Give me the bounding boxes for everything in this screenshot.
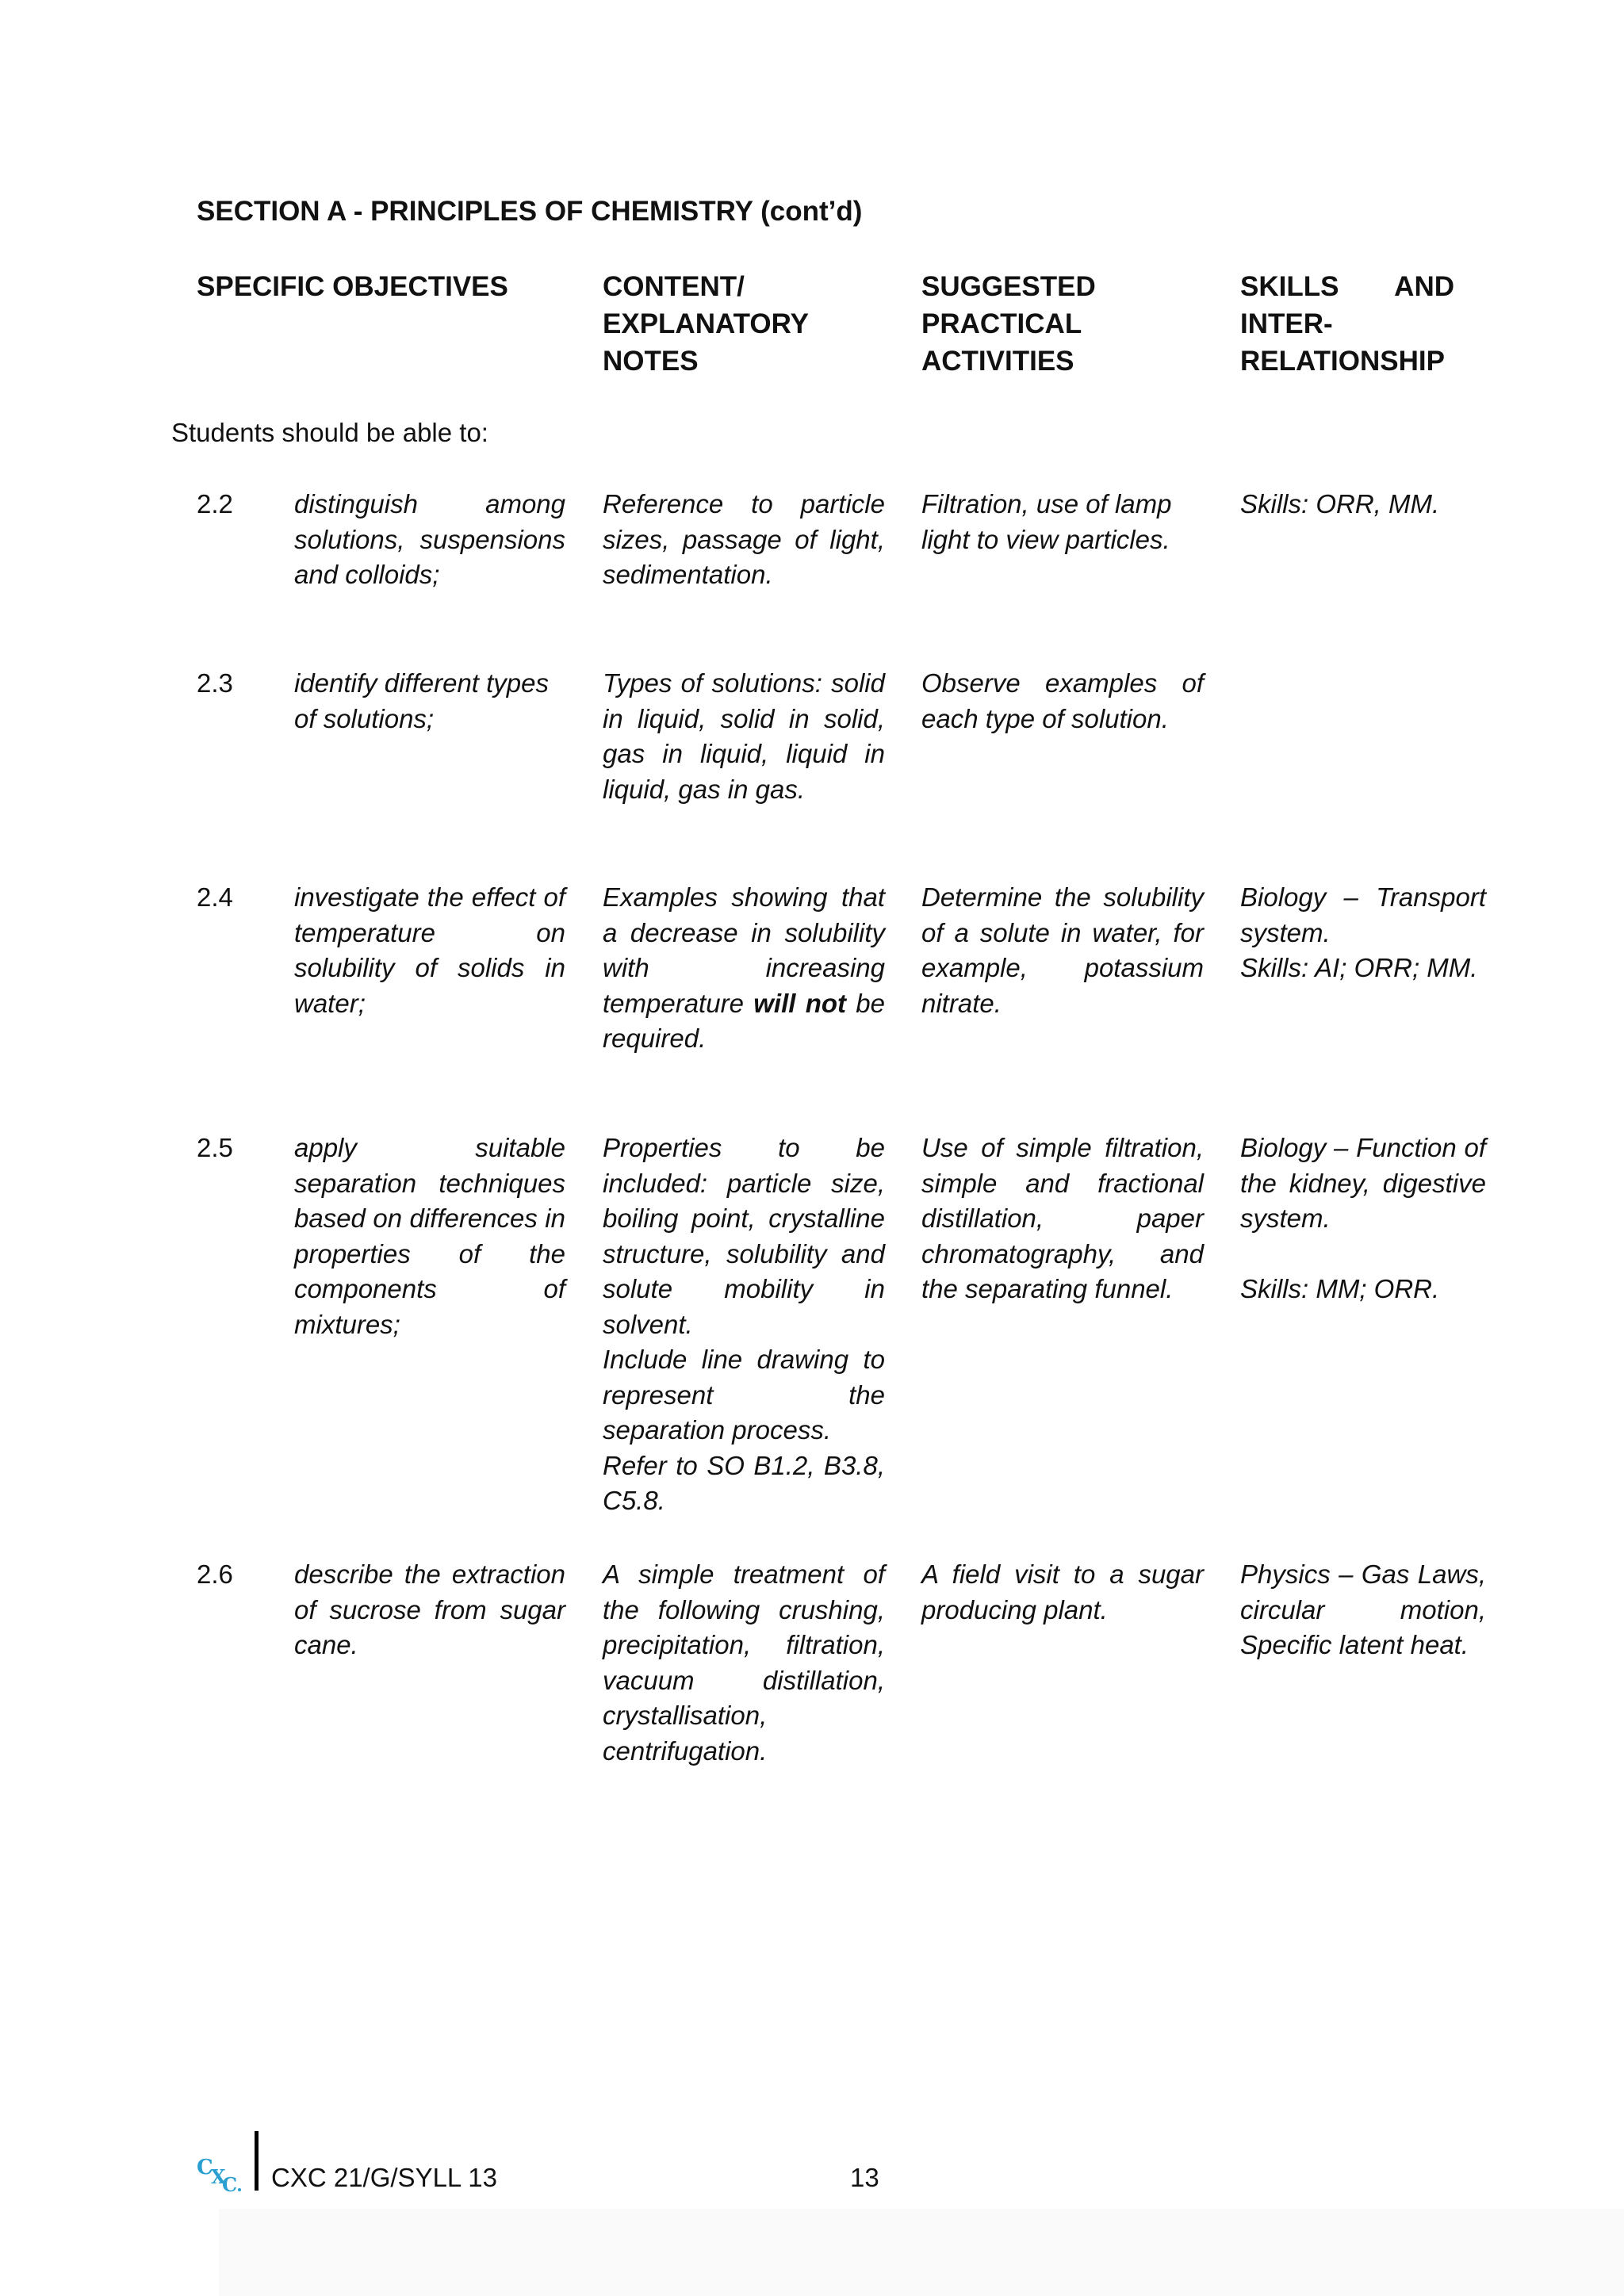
cxc-logo-icon bbox=[195, 2152, 243, 2195]
skills-list: Skills: AI; ORR; MM. bbox=[1240, 953, 1478, 982]
objective-text: identify different types of solutions; bbox=[294, 668, 550, 733]
header-content-line2: EXPLANATORY bbox=[603, 308, 809, 339]
practical-activities: Observe examples of each type of solution. bbox=[921, 668, 1204, 733]
header-practical-activities bbox=[921, 268, 1223, 380]
practical-activities: Use of simple filtration, simple and fractional distillation, paper chromatography, and the separating funnel. bbox=[921, 1133, 1204, 1303]
objective-number: 2.4 bbox=[197, 882, 233, 912]
practical-activities: A field visit to a sugar producing plant. bbox=[921, 1559, 1204, 1624]
header-content-notes bbox=[603, 268, 904, 380]
header-skills-line1 bbox=[1240, 268, 1454, 305]
content-notes-part: be required. bbox=[603, 988, 886, 1053]
header-activities-line1: SUGGESTED bbox=[921, 271, 1096, 302]
skills-cross-subject: Biology – Function of the kidney, digestive system. bbox=[1240, 1133, 1486, 1233]
header-content-line1: CONTENT/ bbox=[603, 271, 745, 302]
page-number: 13 bbox=[850, 2163, 879, 2192]
content-notes-emphasis: will not bbox=[753, 988, 846, 1018]
skills-cross-subject: Biology – Transport system. bbox=[1240, 882, 1486, 947]
content-notes-part: Include line drawing to represent the separation process. bbox=[603, 1345, 885, 1445]
section-title: SECTION A - PRINCIPLES OF CHEMISTRY (cont’d) bbox=[197, 196, 863, 227]
skills-list: Skills: MM; ORR. bbox=[1240, 1273, 1440, 1303]
footer-background bbox=[219, 2209, 1624, 2296]
practical-activities: Determine the solubility of a solute in water, for example, potassium nitrate. bbox=[921, 882, 1204, 1018]
objective-text: apply suitable separation techniques based on differences in properties of the components of mixtures; bbox=[294, 1133, 565, 1339]
header-content-line3: NOTES bbox=[603, 346, 699, 377]
skills-interrelationship bbox=[1240, 880, 1486, 986]
objective-text: investigate the effect of temperature on solubility of solids in water; bbox=[294, 882, 565, 1018]
practical-activities: Filtration, use of lamp light to view particles. bbox=[921, 489, 1172, 554]
header-activities-line2: PRACTICAL bbox=[921, 308, 1082, 339]
header-skills-word: SKILLS bbox=[1240, 271, 1339, 302]
syllabus-code: CXC 21/G/SYLL 13 bbox=[271, 2163, 497, 2192]
header-skills-interrelationship bbox=[1240, 268, 1454, 380]
objective-text: distinguish among solutions, suspensions and colloids; bbox=[294, 489, 565, 589]
content-notes-part: Properties to be included: particle size, boiling point, crystalline structure, solubility and solute mobility in solvent. bbox=[603, 1133, 885, 1339]
header-activities-line3: ACTIVITIES bbox=[921, 346, 1074, 377]
objective-number: 2.2 bbox=[197, 489, 233, 519]
content-notes bbox=[603, 880, 885, 1057]
header-specific-objectives bbox=[197, 268, 577, 305]
content-notes: Reference to particle sizes, passage of light, sedimentation. bbox=[603, 489, 885, 589]
header-skills-line2: INTER- bbox=[1240, 308, 1333, 339]
content-notes-part: Refer to SO B1.2, B3.8, C5.8. bbox=[603, 1450, 885, 1515]
svg-text:X: X bbox=[211, 2165, 226, 2188]
objective-number: 2.3 bbox=[197, 668, 233, 698]
svg-text:C: C bbox=[197, 2156, 213, 2179]
content-notes-part: Examples showing that a decrease in solubility with increasing temperature bbox=[603, 882, 885, 1018]
skills-interrelationship bbox=[1240, 1131, 1486, 1307]
header-and-word: AND bbox=[1394, 271, 1454, 302]
intro-text: Students should be able to: bbox=[171, 418, 488, 447]
header-objectives-label: SPECIFIC OBJECTIVES bbox=[197, 271, 508, 302]
content-notes bbox=[603, 1131, 885, 1519]
footer-divider bbox=[255, 2131, 259, 2191]
skills-interrelationship: Skills: ORR, MM. bbox=[1240, 489, 1440, 519]
svg-text:C: C bbox=[222, 2173, 238, 2195]
objective-text: describe the extraction of sucrose from sugar cane. bbox=[294, 1559, 565, 1659]
skills-interrelationship: Physics – Gas Laws, circular motion, Specific latent heat. bbox=[1240, 1559, 1486, 1659]
header-skills-line3: RELATIONSHIP bbox=[1240, 346, 1445, 377]
objective-number: 2.6 bbox=[197, 1559, 233, 1589]
content-notes: A simple treatment of the following crushing, precipitation, filtration, vacuum distillation, crystallisation, centrifugation. bbox=[603, 1559, 885, 1766]
content-notes: Types of solutions: solid in liquid, solid in solid, gas in liquid, liquid in liquid, gas in gas. bbox=[603, 668, 885, 804]
objective-number: 2.5 bbox=[197, 1133, 233, 1162]
